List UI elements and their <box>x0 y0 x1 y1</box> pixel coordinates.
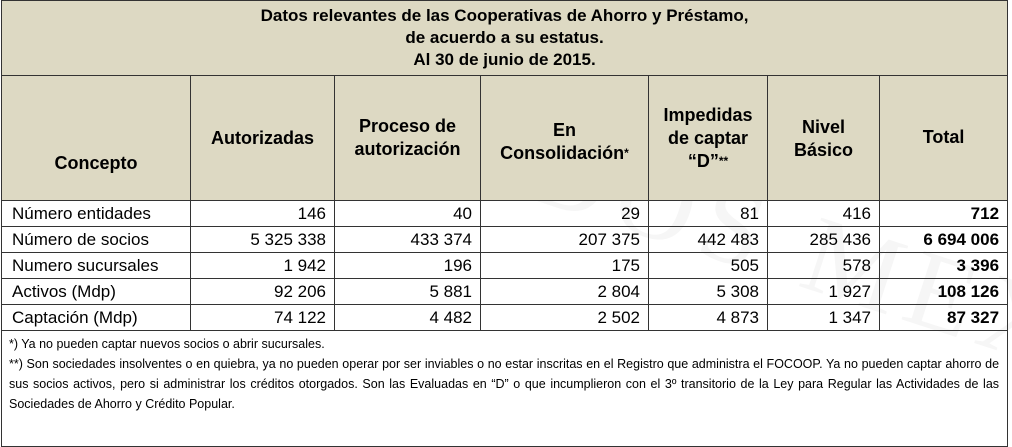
header-total: Total <box>880 76 1008 201</box>
table-row <box>2 279 1008 305</box>
cell-basico: 1 927 <box>768 279 880 305</box>
table-title <box>2 1 1008 76</box>
cell-basico: 1 347 <box>768 305 880 331</box>
header-impedidas <box>649 76 768 201</box>
cell-total: 3 396 <box>880 253 1008 279</box>
header-proceso <box>335 76 481 201</box>
cell-impedidas: 81 <box>649 201 768 227</box>
row-label: Número entidades <box>2 201 191 227</box>
cell-impedidas: 442 483 <box>649 227 768 253</box>
table-row <box>2 305 1008 331</box>
header-impedidas-line-1: Impedidas <box>663 104 753 125</box>
cell-autorizadas: 146 <box>191 201 335 227</box>
title-line-2: de acuerdo a su estatus. <box>405 28 604 47</box>
footnotes <box>2 331 1008 447</box>
cell-impedidas: 5 308 <box>649 279 768 305</box>
header-nivel-basico <box>768 76 880 201</box>
row-label: Captación (Mdp) <box>2 305 191 331</box>
row-label: Activos (Mdp) <box>2 279 191 305</box>
cooperativas-table <box>1 0 1008 447</box>
cell-autorizadas: 1 942 <box>191 253 335 279</box>
header-impedidas-mark: ** <box>718 153 729 168</box>
header-impedidas-line-2: de captar <box>667 127 749 148</box>
cell-proceso: 5 881 <box>335 279 481 305</box>
header-consolidacion-line-2: Consolidación <box>500 143 625 163</box>
cell-autorizadas: 92 206 <box>191 279 335 305</box>
cell-impedidas: 505 <box>649 253 768 279</box>
row-label: Numero sucursales <box>2 253 191 279</box>
row-label: Número de socios <box>2 227 191 253</box>
cell-total: 6 694 006 <box>880 227 1008 253</box>
cell-proceso: 4 482 <box>335 305 481 331</box>
header-consolidacion <box>481 76 649 201</box>
header-nivel-line-2: Básico <box>793 140 854 160</box>
cell-consolidacion: 207 375 <box>481 227 649 253</box>
cell-impedidas: 4 873 <box>649 305 768 331</box>
cell-total: 108 126 <box>880 279 1008 305</box>
cell-proceso: 40 <box>335 201 481 227</box>
header-concepto: Concepto <box>2 76 191 201</box>
cell-total: 712 <box>880 201 1008 227</box>
header-consolidacion-mark: * <box>624 146 629 160</box>
cell-proceso: 196 <box>335 253 481 279</box>
table-row <box>2 227 1008 253</box>
cell-proceso: 433 374 <box>335 227 481 253</box>
footnote-2: **) Son sociedades insolventes o en quiebra, ya no pueden operar por ser inviables o no estar inscritas en el Registro que administra el FOCOOP. Ya no pueden captar ahorro de sus socios activos, pero si administrar los créditos otorgados. Son las Evaluadas en “D” o que incumplieron con el 3º transitorio de la Ley para Regular las Actividades de las Sociedades de Ahorro y Crédito Popular. <box>9 357 1000 411</box>
header-proceso-line-1: Proceso de <box>358 116 457 136</box>
cell-consolidacion: 2 502 <box>481 305 649 331</box>
cell-autorizadas: 74 122 <box>191 305 335 331</box>
cell-consolidacion: 175 <box>481 253 649 279</box>
title-line-3: Al 30 de junio de 2015. <box>413 50 596 69</box>
footnote-1: *) Ya no pueden captar nuevos socios o abrir sucursales. <box>9 337 325 351</box>
header-proceso-line-2: autorización <box>354 139 461 159</box>
cell-total: 87 327 <box>880 305 1008 331</box>
header-nivel-line-1: Nivel <box>801 117 846 137</box>
table-row <box>2 253 1008 279</box>
cell-basico: 416 <box>768 201 880 227</box>
header-autorizadas: Autorizadas <box>191 76 335 201</box>
cell-basico: 285 436 <box>768 227 880 253</box>
header-consolidacion-line-1: En <box>552 120 576 140</box>
cell-consolidacion: 2 804 <box>481 279 649 305</box>
cell-autorizadas: 5 325 338 <box>191 227 335 253</box>
cell-consolidacion: 29 <box>481 201 649 227</box>
cell-basico: 578 <box>768 253 880 279</box>
title-line-1: Datos relevantes de las Cooperativas de Ahorro y Préstamo, <box>260 6 749 25</box>
table-row <box>2 201 1008 227</box>
header-impedidas-line-3: “D” <box>687 150 719 171</box>
